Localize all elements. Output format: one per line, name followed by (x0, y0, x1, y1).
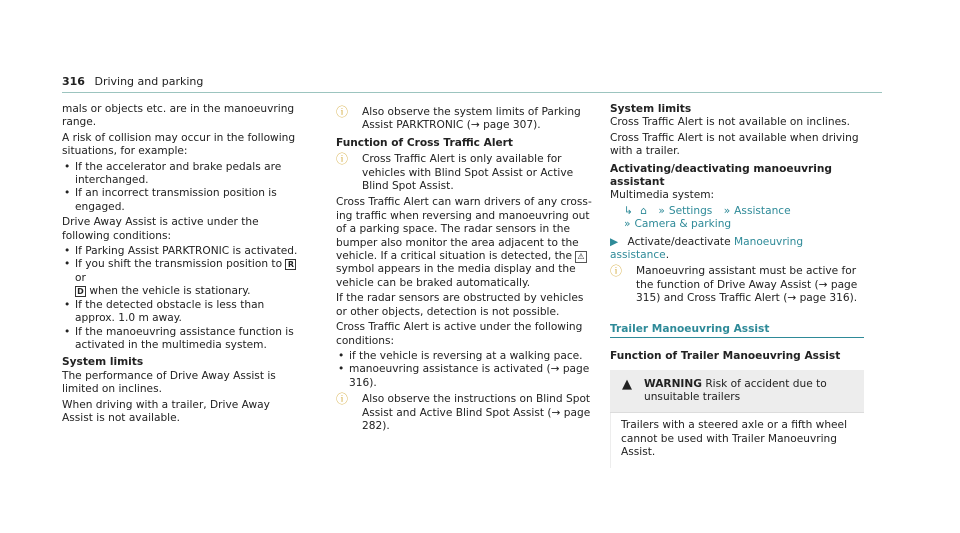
heading: Activating/deactivating manoeuvring assistant (610, 162, 832, 189)
column-3 (610, 103, 864, 468)
info-icon: ⓘ (336, 392, 349, 407)
gear-r-icon: R (285, 259, 296, 270)
paragraph: Cross Traffic Alert is active under the following conditions: (336, 321, 583, 347)
heading: System limits (610, 103, 692, 115)
list-item: • manoeuvring assistance is activated (→ page 316). (336, 363, 596, 390)
list-item: • If the accelerator and brake pedals are interchanged. (62, 161, 300, 188)
heading: Function of Cross Traffic Alert (336, 136, 513, 149)
gear-d-icon: D (75, 286, 86, 297)
list-item: • If Parking Assist PARKTRONIC is activated. (62, 245, 300, 258)
paragraph: The performance of Drive Away Assist is limited on inclines. (62, 369, 276, 396)
heading: System limits (62, 356, 144, 369)
list-text: or (75, 271, 86, 284)
warning-label: WARNING (644, 377, 702, 390)
warning-text: Risk of accident due to unsuitable trailers (644, 377, 827, 403)
chevron-icon: » (624, 218, 631, 231)
list-item: • If the detected obstacle is less than approx. 1.0 m away. (62, 299, 300, 326)
home-icon: ⌂ (640, 204, 647, 217)
section-rule (610, 337, 864, 338)
info-icon: ⓘ (336, 152, 349, 167)
note-text: Also observe the system limits of Parking Assist PARKTRONIC (→ page 307). (362, 106, 581, 132)
bullet-list (62, 161, 300, 215)
paragraph: mals or objects etc. are in the manoeuvring range. (62, 103, 295, 129)
note (336, 106, 596, 133)
paragraph: Cross Traffic Alert is not available when driving with a trailer. (610, 131, 859, 158)
section-heading: Trailer Manoeuvring Assist (610, 322, 770, 335)
paragraph: A risk of collision may occur in the following situations, for example: (62, 131, 296, 158)
paragraph: Drive Away Assist is active under the following conditions: (62, 216, 259, 242)
chevron-icon: » (723, 204, 731, 217)
list-item: • If an incorrect transmission position is engaged. (62, 187, 300, 214)
note (336, 153, 596, 193)
warning-icon: ▲ (622, 376, 632, 392)
menu-path (610, 205, 864, 232)
bullet-list (336, 350, 596, 390)
step-arrow-icon: ▶ (610, 235, 619, 248)
note-text: Also observe the instructions on Blind Spot Assist and Active Blind Spot Assist (→ page 282). (362, 393, 591, 432)
list-item: • If the manoeuvring assistance function is activated in the multimedia system. (62, 326, 300, 353)
menu-assistance: Assistance (734, 204, 791, 217)
paragraph: Multimedia system: (610, 189, 715, 202)
info-icon: ⓘ (336, 105, 349, 119)
paragraph: If the radar sensors are obstructed by vehicles or other objects, detection is not possible. (336, 292, 584, 318)
paragraph-text: symbol appears in the media display and the vehicle can be braked automatically. (336, 263, 576, 289)
warning-body: Trailers with a steered axle or a fifth wheel cannot be used with Trailer Manoeuvring Assist. (610, 413, 864, 467)
note-text: Cross Traffic Alert is only available for vehicles with Blind Spot Assist or Active Blind Spot Assist. (362, 153, 574, 193)
chevron-icon: » (658, 204, 665, 217)
paragraph: Cross Traffic Alert is not available on inclines. (610, 116, 850, 129)
note-text: Manoeuvring assistant must be active for the function of Drive Away Assist (→ page 315) and Cross Traffic Alert (→ page 316). (636, 265, 858, 305)
menu-settings: Settings (668, 204, 713, 217)
menu-camera-parking: Camera & parking (634, 218, 732, 231)
section-title: Driving and parking (94, 75, 204, 88)
page-header (62, 75, 203, 89)
note (336, 393, 596, 433)
bullet-list (62, 245, 300, 352)
list-text: when the vehicle is stationary. (89, 285, 251, 298)
heading: Function of Trailer Manoeuvring Assist (610, 350, 841, 363)
page-number: 316 (62, 75, 85, 88)
paragraph-text: Cross Traffic Alert can warn drivers of any crossing traffic when reversing and manoeuvring out of a parking space. The radar sensors in the bumper also monitor the area adjacent to the vehicle. If a critical situation is detected, the (336, 196, 592, 263)
warning-header (610, 370, 864, 414)
warning-box (610, 370, 864, 468)
column-1 (62, 103, 300, 427)
step-text: Activate/deactivate (627, 235, 731, 248)
manoeuvring-assistance-link: Manoeuvring assistance (610, 235, 804, 262)
paragraph (336, 196, 596, 290)
column-2 (336, 103, 596, 436)
note (610, 265, 864, 305)
header-rule (62, 92, 882, 93)
list-item (62, 258, 300, 298)
paragraph: When driving with a trailer, Drive Away Assist is not available. (62, 398, 270, 424)
list-item: • if the vehicle is reversing at a walking pace. (336, 350, 596, 363)
step: ▶ Activate/deactivate Manoeuvring assistance. (610, 235, 804, 262)
list-text: If you shift the transmission position to (75, 258, 283, 271)
cross-traffic-warning-icon: ⚠ (577, 252, 585, 262)
enter-arrow-icon: ↳ (624, 204, 633, 217)
info-icon: ⓘ (610, 264, 623, 279)
